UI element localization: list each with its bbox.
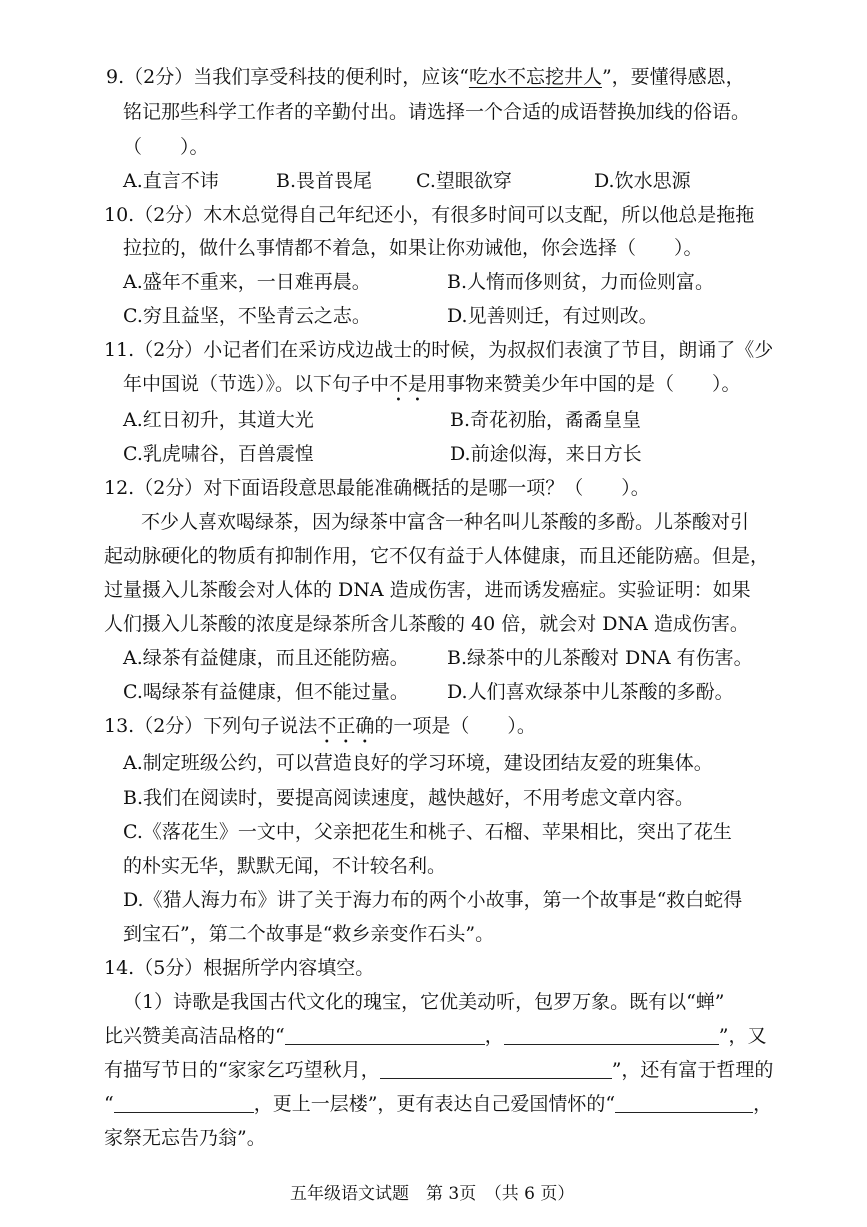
q9-option-a: A.直言不讳 [123, 170, 219, 192]
q11-line2-start: 年中国说（节选）》。以下句子中 [123, 373, 390, 395]
fill-blank-5[interactable] [615, 1092, 753, 1113]
q12-para-line2: 起动脉硬化的物质有抑制作用，它不仅有益于人体健康，而且还能防癌。但是， [104, 545, 770, 567]
q10-line2: 拉拉的，做什么事情都不着急，如果让你劝诫他，你会选择（ ）。 [123, 237, 703, 259]
q9-stem-end: ”，要懂得感恩， [601, 66, 745, 88]
q11-line1: 11.（2分）小记者们在采访戍边战士的时候，为叔叔们表演了节目，朗诵了《少 [104, 339, 774, 361]
fill-blank-2[interactable] [504, 1024, 719, 1045]
q12-para-line3: 过量摄入儿茶酸会对人体的 DNA 造成伤害，进而诱发癌症。实验证明：如果 [104, 579, 751, 601]
q12-para-line1: 不少人喜欢喝绿茶，因为绿茶中富含一种名叫儿茶酸的多酚。儿茶酸对引 [141, 511, 750, 533]
q10-option-d: D.见善则迁，有过则改。 [447, 305, 658, 327]
fill-blank-4[interactable] [114, 1092, 254, 1113]
q13-stem-start: 13.（2分）下列句子说法 [104, 715, 318, 737]
q14-line4 [104, 1057, 773, 1083]
q10-option-c: C.穷且益坚，不坠青云之志。 [123, 305, 371, 327]
q10-option-a: A.盛年不重来，一日难再晨。 [123, 271, 371, 293]
q13-option-c-line2: 的朴实无华，默默无闻，不计较名利。 [123, 855, 447, 877]
q11-line2-end: 用事物来赞美少年中国的是（ ）。 [427, 373, 741, 395]
q9-line2: 铭记那些科学工作者的辛勤付出。请选择一个合适的成语替换加线的俗语。 [123, 101, 751, 123]
q9-option-b: B.畏首畏尾 [276, 170, 373, 192]
q13-option-b: B.我们在阅读时，要提高阅读速度，越快越好，不用考虑文章内容。 [123, 787, 695, 809]
q14-line5 [104, 1091, 772, 1117]
q14-comma: ， [484, 1025, 504, 1047]
q14-line2: （1）诗歌是我国古代文化的瑰宝，它优美动听，包罗万象。既有以“蝉” [123, 991, 725, 1013]
q13-stem-end: 的一项是（ ）。 [374, 715, 536, 737]
fill-blank-1[interactable] [285, 1024, 485, 1045]
q14-line3-end: ”，又 [718, 1025, 767, 1047]
q14-line1: 14.（5分）根据所学内容填空。 [104, 957, 375, 979]
q13-emphasis-incorrect: 不正确 [317, 715, 375, 737]
q11-option-a: A.红日初升，其道大光 [123, 409, 314, 431]
page-footer: 五年级语文试题 第 3页 （共 6 页） [290, 1184, 575, 1204]
q9-underlined-saying: 吃水不忘挖井人 [468, 66, 602, 88]
q12-para-line4: 人们摄入儿茶酸的浓度是绿茶所含儿茶酸的 40 倍，就会对 DNA 造成伤害。 [104, 613, 749, 635]
q13-option-c-line1: C.《落花生》一文中，父亲把花生和桃子、石榴、苹果相比，突出了花生 [123, 821, 732, 843]
q14-line3 [104, 1023, 766, 1049]
q12-line1: 12.（2分）对下面语段意思最能准确概括的是哪一项？（ ）。 [104, 477, 650, 499]
q14-line4-start: 有描写节日的“家家乞巧望秋月， [104, 1059, 380, 1081]
q14-line5-end: ， [753, 1093, 773, 1115]
q11-option-c: C.乳虎啸谷，百兽震惶 [123, 443, 314, 465]
q14-line5-middle: ，更上一层楼”，更有表达自己爱国情怀的“ [253, 1093, 616, 1115]
q9-stem-start: 9.（2分）当我们享受科技的便利时，应该“ [106, 66, 469, 88]
q9-option-c: C.望眼欲穿 [416, 170, 512, 192]
q10-option-b: B.人惰而侈则贫，力而俭则富。 [447, 271, 715, 293]
q14-line4-end: ”，还有富于哲理的 [611, 1059, 774, 1081]
q13-option-a: A.制定班级公约，可以营造良好的学习环境，建设团结友爱的班集体。 [123, 752, 713, 774]
fill-blank-3[interactable] [380, 1058, 612, 1079]
q14-line3-start: 比兴赞美高洁品格的“ [104, 1025, 285, 1047]
q12-option-d: D.人们喜欢绿茶中儿茶酸的多酚。 [447, 681, 734, 703]
q9-option-d: D.饮水思源 [594, 170, 691, 192]
q12-option-b: B.绿茶中的儿茶酸对 DNA 有伤害。 [447, 647, 753, 669]
q11-line2 [123, 371, 741, 406]
q11-emphasis-not: 不是 [389, 373, 428, 395]
q10-line1: 10.（2分）木木总觉得自己年纪还小，有很多时间可以支配，所以他总是拖拖 [104, 204, 755, 226]
q9-line1 [106, 64, 745, 90]
q14-line6: 家祭无忘告乃翁”。 [104, 1127, 266, 1149]
q13-option-d-line1: D.《猎人海力布》讲了关于海力布的两个小故事，第一个故事是“救白蛇得 [123, 889, 743, 911]
q9-answer-paren: （ ）。 [123, 136, 209, 158]
q13-option-d-line2: 到宝石”，第二个故事是“救乡亲变作石头”。 [123, 923, 495, 945]
q12-option-a: A.绿茶有益健康，而且还能防癌。 [123, 647, 409, 669]
q11-option-d: D.前途似海，来日方长 [450, 443, 642, 465]
q14-line5-quote: “ [104, 1093, 114, 1115]
q12-option-c: C.喝绿茶有益健康，但不能过量。 [123, 681, 409, 703]
q11-option-b: B.奇花初胎，矞矞皇皇 [450, 409, 642, 431]
q13-line1 [104, 713, 536, 748]
